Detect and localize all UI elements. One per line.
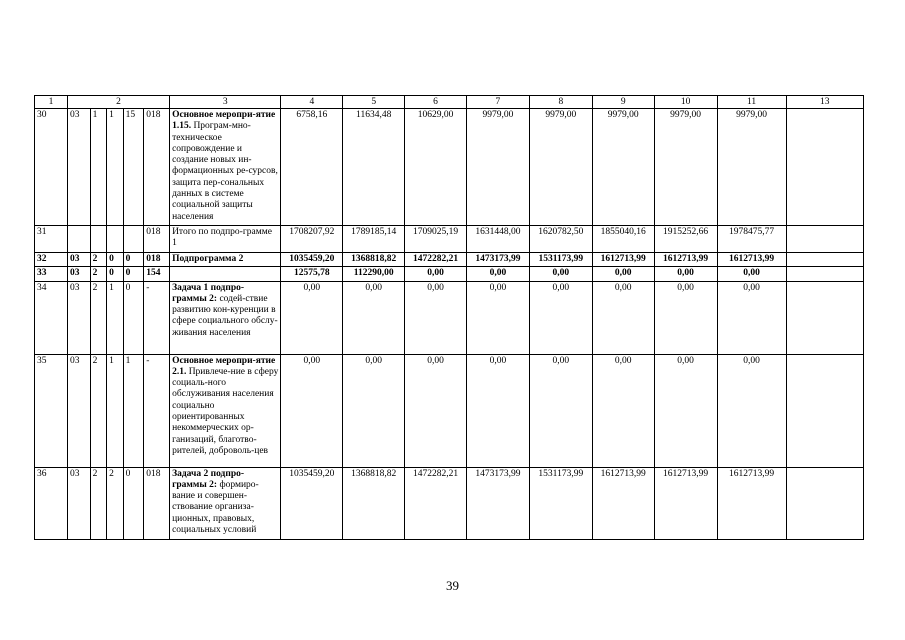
code-cell xyxy=(107,226,123,253)
code-cell: 1 xyxy=(107,281,123,354)
code-cell: 2 xyxy=(90,267,106,281)
value-cell: 1035459,20 xyxy=(281,467,343,539)
header-cell: 3 xyxy=(170,96,281,109)
value-cell: 0,00 xyxy=(343,354,405,467)
value-cell: 0,00 xyxy=(529,281,592,354)
row-number-cell: 33 xyxy=(35,267,68,281)
code-cell: 2 xyxy=(90,467,106,539)
value-cell: 9979,00 xyxy=(717,109,786,226)
value-cell: 0,00 xyxy=(466,281,529,354)
code-cell: 1 xyxy=(90,109,106,226)
value-cell: 6758,16 xyxy=(281,109,343,226)
row-number-cell: 35 xyxy=(35,354,68,467)
description-cell xyxy=(170,226,281,253)
value-cell: 1472282,21 xyxy=(405,467,467,539)
code-cell xyxy=(67,226,90,253)
code-cell: 0 xyxy=(123,467,144,539)
value-cell: 1531173,99 xyxy=(529,467,592,539)
header-cell: 5 xyxy=(343,96,405,109)
description-text: Итого по подпро-грамме 1 xyxy=(172,227,272,249)
description-cell xyxy=(170,253,281,267)
code-cell: 2 xyxy=(90,281,106,354)
header-cell: 10 xyxy=(654,96,717,109)
value-cell: 0,00 xyxy=(281,354,343,467)
value-cell: 9979,00 xyxy=(592,109,654,226)
table-row xyxy=(35,253,864,267)
description-bold-text: Основное меропри-ятие 2.1. xyxy=(172,355,276,377)
header-cell: 9 xyxy=(592,96,654,109)
description-cell xyxy=(170,109,281,226)
value-cell: 1531173,99 xyxy=(529,253,592,267)
description-text: содей-ствие развитию кон-куренции в сфере социального обслу-живания населения xyxy=(172,293,278,338)
description-cell xyxy=(170,354,281,467)
page-number: 39 xyxy=(446,578,459,593)
value-cell: 1978475,77 xyxy=(717,226,786,253)
value-cell xyxy=(786,109,863,226)
description-text: формиро-вание и совершен-ствование организа-ционных, правовых, социальных условий xyxy=(172,479,259,536)
value-cell: 0,00 xyxy=(717,354,786,467)
code-cell: 0 xyxy=(107,253,123,267)
value-cell: 10629,00 xyxy=(405,109,467,226)
value-cell: 1915252,66 xyxy=(654,226,717,253)
value-cell: 0,00 xyxy=(654,354,717,467)
value-cell: 1035459,20 xyxy=(281,253,343,267)
code-cell: 15 xyxy=(123,109,144,226)
value-cell: 0,00 xyxy=(717,267,786,281)
value-cell: 9979,00 xyxy=(466,109,529,226)
value-cell: 1708207,92 xyxy=(281,226,343,253)
code-cell: 03 xyxy=(67,253,90,267)
code-cell: 018 xyxy=(144,109,170,226)
description-cell xyxy=(170,467,281,539)
value-cell xyxy=(786,226,863,253)
table-row xyxy=(35,109,864,226)
table-row xyxy=(35,281,864,354)
code-cell: 2 xyxy=(90,354,106,467)
value-cell: 1612713,99 xyxy=(592,467,654,539)
code-cell xyxy=(90,226,106,253)
code-cell: 154 xyxy=(144,267,170,281)
value-cell: 0,00 xyxy=(592,267,654,281)
value-cell: 1855040,16 xyxy=(592,226,654,253)
description-bold-text: Основное меропри-ятие 1.15. xyxy=(172,110,276,132)
value-cell: 0,00 xyxy=(405,267,467,281)
description-text: Привлече-ние в сферу социаль-ного обслуживания населения социально ориентированных некоммерческих ор-ганизаций, благотво-рителей, доброволь-цев xyxy=(172,366,279,456)
value-cell: 1612713,99 xyxy=(717,253,786,267)
code-cell: 0 xyxy=(123,253,144,267)
code-cell: 018 xyxy=(144,467,170,539)
row-number-cell: 34 xyxy=(35,281,68,354)
row-number-cell: 31 xyxy=(35,226,68,253)
value-cell: 0,00 xyxy=(281,281,343,354)
code-cell: 03 xyxy=(67,267,90,281)
value-cell: 1612713,99 xyxy=(717,467,786,539)
value-cell: 9979,00 xyxy=(529,109,592,226)
code-cell: 03 xyxy=(67,281,90,354)
code-cell: 018 xyxy=(144,226,170,253)
row-number-cell: 30 xyxy=(35,109,68,226)
code-cell: 1 xyxy=(107,354,123,467)
value-cell: 0,00 xyxy=(405,354,467,467)
value-cell: 0,00 xyxy=(654,267,717,281)
code-cell: - xyxy=(144,281,170,354)
header-cell: 6 xyxy=(405,96,467,109)
code-cell: 2 xyxy=(107,467,123,539)
code-cell xyxy=(123,226,144,253)
header-cell: 1 xyxy=(35,96,68,109)
value-cell: 0,00 xyxy=(529,354,592,467)
code-cell: 0 xyxy=(107,267,123,281)
value-cell: 1612713,99 xyxy=(654,253,717,267)
value-cell: 9979,00 xyxy=(654,109,717,226)
value-cell: 12575,78 xyxy=(281,267,343,281)
row-number-cell: 36 xyxy=(35,467,68,539)
value-cell: 1473173,99 xyxy=(466,253,529,267)
value-cell: 1620782,50 xyxy=(529,226,592,253)
value-cell: 1631448,00 xyxy=(466,226,529,253)
header-cell: 11 xyxy=(717,96,786,109)
row-number-cell: 32 xyxy=(35,253,68,267)
value-cell: 112290,00 xyxy=(343,267,405,281)
code-cell: 03 xyxy=(67,109,90,226)
value-cell: 1789185,14 xyxy=(343,226,405,253)
code-cell: 1 xyxy=(123,354,144,467)
table-row xyxy=(35,354,864,467)
value-cell: 0,00 xyxy=(529,267,592,281)
code-cell: 0 xyxy=(123,267,144,281)
value-cell: 0,00 xyxy=(592,354,654,467)
code-cell: 2 xyxy=(90,253,106,267)
value-cell: 1709025,19 xyxy=(405,226,467,253)
header-cell: 4 xyxy=(281,96,343,109)
value-cell: 0,00 xyxy=(654,281,717,354)
table-row xyxy=(35,267,864,281)
value-cell xyxy=(786,467,863,539)
value-cell: 0,00 xyxy=(592,281,654,354)
value-cell: 0,00 xyxy=(343,281,405,354)
description-text: Програм-мно-техническое сопровождение и создание новых ин-формационных ре-сурсов, защита пер-сональных данных в системе социальной защиты населения xyxy=(172,121,278,222)
table-row xyxy=(35,226,864,253)
value-cell: 0,00 xyxy=(466,267,529,281)
code-cell: 03 xyxy=(67,467,90,539)
description-cell xyxy=(170,267,281,281)
value-cell: 1472282,21 xyxy=(405,253,467,267)
code-cell: 1 xyxy=(107,109,123,226)
header-cell: 8 xyxy=(529,96,592,109)
description-bold-text: Задача 2 подпро-граммы 2: xyxy=(172,468,245,490)
table-header-row xyxy=(35,96,864,109)
description-bold-text: Задача 1 подпро-граммы 2: xyxy=(172,282,245,304)
value-cell: 1368818,82 xyxy=(343,253,405,267)
value-cell xyxy=(786,281,863,354)
header-cell: 2 xyxy=(67,96,169,109)
description-cell xyxy=(170,281,281,354)
code-cell: 0 xyxy=(123,281,144,354)
code-cell: 018 xyxy=(144,253,170,267)
budget-table xyxy=(34,95,864,540)
value-cell: 1473173,99 xyxy=(466,467,529,539)
code-cell: - xyxy=(144,354,170,467)
value-cell: 11634,48 xyxy=(343,109,405,226)
value-cell: 1612713,99 xyxy=(592,253,654,267)
value-cell: 1612713,99 xyxy=(654,467,717,539)
table-row xyxy=(35,467,864,539)
description-bold-text: Подпрограмма 2 xyxy=(172,254,244,264)
value-cell: 0,00 xyxy=(466,354,529,467)
code-cell: 03 xyxy=(67,354,90,467)
header-cell: 13 xyxy=(786,96,863,109)
value-cell: 0,00 xyxy=(717,281,786,354)
value-cell: 1368818,82 xyxy=(343,467,405,539)
value-cell xyxy=(786,354,863,467)
value-cell xyxy=(786,267,863,281)
value-cell xyxy=(786,253,863,267)
header-cell: 7 xyxy=(466,96,529,109)
value-cell: 0,00 xyxy=(405,281,467,354)
